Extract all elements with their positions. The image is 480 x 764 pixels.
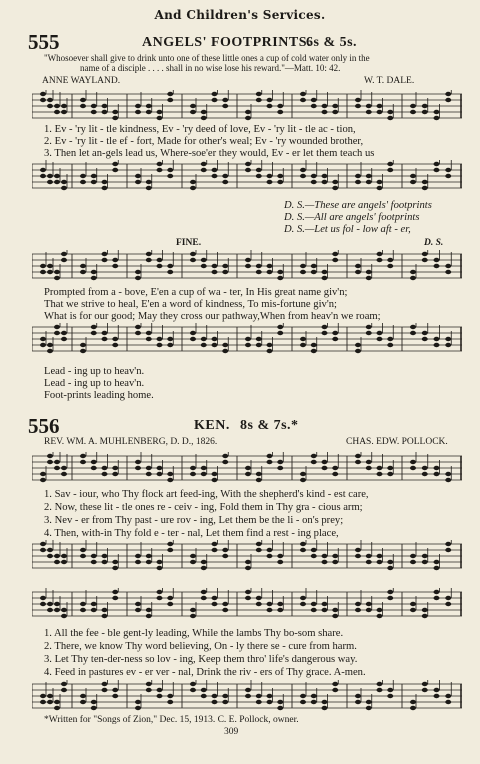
verse-line: 3. Let Thy ten-der-ness so lov - ing, Keep them thro' life's dangerous way. [44,654,358,665]
verse-line: 3. Nev - er from Thy past - ure rov - ing, Let them be the li - on's prey; [44,515,344,526]
bass-staff [32,160,462,196]
verse-line: 4. Then, with-in Thy fold e - ter - nal, Let them find a rest - ing place, [44,528,339,539]
verse-line: 2. There, we know Thy word believing, On - ly there se - cure from harm. [44,641,357,652]
page-number: 309 [224,727,239,737]
verse-line: Prompted from a - bove, E'en a cup of wa - ter, In His great name giv'n; [44,287,348,298]
verse-line: What is for our good; May they cross our pathway,When from heav'n we roam; [44,311,381,322]
ds-mark: D. S. [424,238,444,248]
verse-line: That we strive to heal, E'en a word of kindness, To mis-fortune giv'n; [44,299,337,310]
hymn-number-555: 555 [28,30,60,54]
verse-line: Foot-prints leading home. [44,390,154,401]
fine-mark: FINE. [176,238,202,248]
bass-staff [32,540,462,576]
ds-line: D. S.—All are angels' footprints [284,212,420,223]
verse-line: 3. Then let an-gels lead us, Where-soe'er they would, Ev - er let them teach us [44,148,375,159]
hymn-composer: W. T. DALE. [364,76,415,86]
treble-staff [32,452,462,488]
epigraph-line-1: "Whosoever shall give to drink unto one of these little ones a cup of cold water only in the [44,53,370,63]
treble-staff [32,90,462,126]
footnote: *Written for "Songs of Zion," Dec. 15, 1913. C. E. Pollock, owner. [44,715,299,725]
verse-line: Lead - ing up to heav'n. [44,366,145,377]
verse-line: 2. Ev - 'ry lit - tle ef - fort, Made for other's weal; Ev - 'ry wounded brother, [44,136,364,147]
hymn-author: ANNE WAYLAND. [42,76,121,86]
bass-staff [32,680,462,716]
ds-line: D. S.—Let us fol - low aft - er, [284,224,411,235]
page-header: And Children's Services. [154,8,326,22]
bass-staff [32,323,462,359]
verse-line: Lead - ing up to heav'n. [44,378,145,389]
hymn-meter: 6s & 5s. [306,35,358,50]
hymn-meter: 8s & 7s.* [240,418,299,433]
hymn-author: REV. WM. A. MUHLENBERG, D. D., 1826. [44,437,218,447]
verse-line: 4. Feed in pastures ev - er ver - nal, Drink the riv - ers of Thy grace. A-men. [44,667,366,678]
verse-line: 1. All the fee - ble gent-ly leading, While the lambs Thy bo-som share. [44,628,344,639]
treble-staff [32,588,462,624]
epigraph-line-2: name of a disciple . . . . shall in no wise lose his reward."—Matt. 10: 42. [80,63,341,73]
verse-line: 1. Sav - iour, who Thy flock art feed-ing, With the shepherd's kind - est care, [44,489,369,500]
verse-line: 1. Ev - 'ry lit - tle kindness, Ev - 'ry deed of love, Ev - 'ry lit - tle ac - tion, [44,124,356,135]
hymn-title: ANGELS' FOOTPRINTS. [142,35,311,50]
verse-line: 2. Now, these lit - tle ones re - ceiv - ing, Fold them in Thy gra - cious arm; [44,502,363,513]
hymn-number-556: 556 [28,414,60,438]
ds-line: D. S.—These are angels' footprints [284,200,432,211]
treble-staff [32,250,462,286]
hymn-composer: CHAS. EDW. POLLOCK. [346,437,448,447]
hymn-title: KEN. [194,418,230,433]
